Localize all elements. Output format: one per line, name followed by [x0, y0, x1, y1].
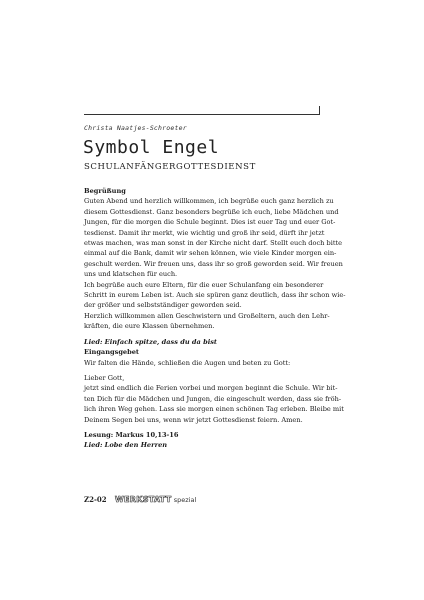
text-line: Herzlich willkommen allen Geschwistern und Großeltern, auch den Lehr-: [84, 311, 330, 320]
text-line: uns und klatschen für euch.: [84, 270, 178, 279]
text-line: einmal auf die Bank, damit wir sehen können, wie viele Kinder morgen ein-: [84, 249, 337, 258]
text-line: Ich begrüße auch eure Eltern, für die euer Schulanfang ein besonderer: [84, 280, 324, 289]
prayer-paragraph: [84, 383, 344, 425]
text-line: ten Dich für die Mädchen und Jungen, die eingeschult werden, dass sie fröh-: [84, 394, 342, 403]
greeting-heading: Begrüßung: [84, 187, 126, 195]
brand-logo: WERKSTATT: [114, 495, 172, 504]
page-footer: [84, 495, 196, 504]
page-number: Z2-02: [84, 495, 107, 504]
body-text: [84, 186, 346, 451]
text-line: diesem Gottesdienst. Ganz besonders begrüße ich euch, liebe Mädchen und: [84, 207, 339, 216]
text-line: Jungen, für die morgen die Schule beginnt. Dies ist euer Tag und euer Got-: [84, 218, 336, 227]
text-line: Schritt in eurem Leben ist. Auch sie spüren ganz deutlich, dass ihr schon wie-: [84, 291, 346, 300]
header-rule-tick: [319, 106, 320, 115]
prayer-salutation: Lieber Gott,: [84, 373, 125, 382]
prayer-heading: Eingangsgebet: [84, 348, 139, 357]
song-title-2: Lied: Lobe den Herren: [84, 441, 168, 450]
text-line: tesdienst. Damit ihr merkt, wie wichtig und groß ihr seid, dürft ihr jetzt: [84, 228, 325, 237]
text-line: kräften, die eure Klassen übernehmen.: [84, 322, 215, 331]
text-line: Deinem Segen bei uns, wenn wir jetzt Gottesdienst feiern. Amen.: [84, 415, 303, 424]
text-line: jetzt sind endlich die Ferien vorbei und morgen beginnt die Schule. Wir bit-: [84, 384, 338, 393]
header-rule: [84, 114, 320, 115]
text-line: Guten Abend und herzlich willkommen, ich begrüße euch ganz herzlich zu: [84, 197, 334, 206]
brand-suffix: spezial: [173, 496, 197, 504]
song-title-1: Lied: Einfach spitze, dass du da bist: [84, 337, 217, 346]
greeting-paragraph: [84, 196, 346, 331]
text-line: der größer und selbstständiger geworden seid.: [84, 301, 242, 310]
text-line: geschult werden. Wir freuen uns, dass ihr so groß geworden seid. Wir freuen: [84, 259, 343, 268]
text-line: lich ihren Weg gehen. Lass sie morgen einen schönen Tag erleben. Bleibe mit: [84, 405, 344, 414]
page-title: Symbol Engel: [83, 137, 220, 158]
author-name: Christa Naatjes-Schroeter: [84, 124, 187, 132]
page-subtitle: SCHULANFÄNGERGOTTESDIENST: [84, 162, 256, 172]
reading-heading: Lesung: Markus 10,13-16: [84, 430, 179, 439]
prayer-intro: Wir falten die Hände, schließen die Augen und beten zu Gott:: [84, 358, 291, 367]
text-line: etwas machen, was man sonst in der Kirche nicht darf. Stellt euch doch bitte: [84, 239, 343, 248]
